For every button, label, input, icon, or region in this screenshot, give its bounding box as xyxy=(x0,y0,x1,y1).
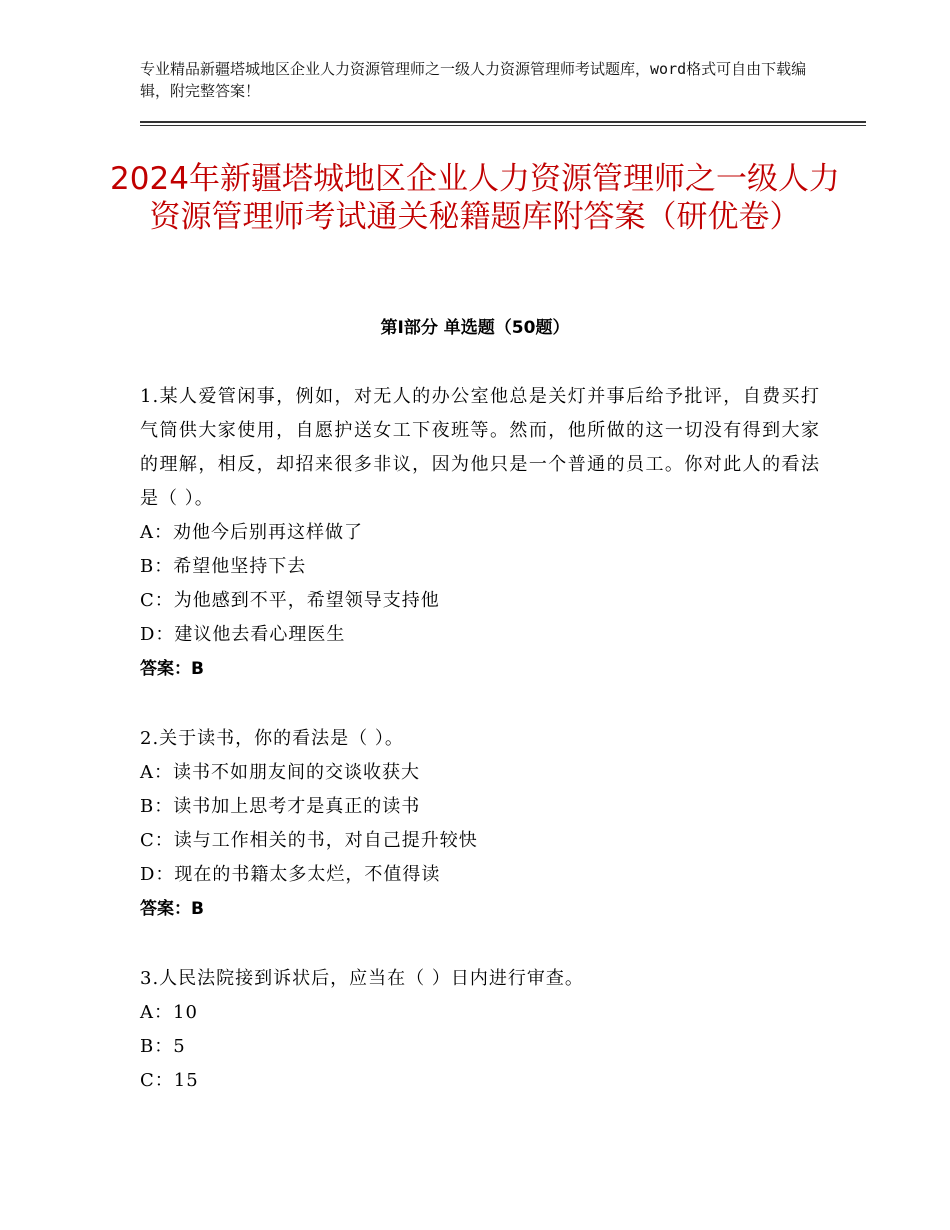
option-a: A：10 xyxy=(140,1002,198,1023)
answer-label: 答案：B xyxy=(140,899,204,919)
header-divider-thin xyxy=(140,125,866,126)
header-divider xyxy=(140,121,866,127)
option-a: A：读书不如朋友间的交谈收获大 xyxy=(140,762,420,783)
question-stem: 3.人民法院接到诉状后，应当在（ ）日内进行审查。 xyxy=(140,968,584,989)
option-c: C：读与工作相关的书，对自己提升较快 xyxy=(140,830,478,851)
header-note: 专业精品新疆塔城地区企业人力资源管理师之一级人力资源管理师考试题库，word格式可自由下载编辑，附完整答案！ xyxy=(140,60,807,100)
answer-label: 答案：B xyxy=(140,659,204,679)
option-c: C：为他感到不平，希望领导支持他 xyxy=(140,590,440,611)
option-a: A：劝他今后别再这样做了 xyxy=(140,522,363,543)
section-title: 第Ⅰ部分 单选题（50题） xyxy=(380,318,570,338)
option-d: D：建议他去看心理医生 xyxy=(140,624,346,645)
question-list xyxy=(140,380,820,1134)
option-b: B：5 xyxy=(140,1036,186,1057)
question-1 xyxy=(140,380,820,686)
document-title: 2024年新疆塔城地区企业人力资源管理师之一级人力资源管理师考试通关秘籍题库附答案（研优卷） xyxy=(110,161,840,235)
option-b: B：希望他坚持下去 xyxy=(140,556,307,577)
option-b: B：读书加上思考才是真正的读书 xyxy=(140,796,421,817)
option-c: C：15 xyxy=(140,1070,199,1091)
question-stem: 2.关于读书，你的看法是（ ）。 xyxy=(140,728,404,749)
question-stem: 1.某人爱管闲事，例如，对无人的办公室他总是关灯并事后给予批评，自费买打气筒供大家使用，自愿护送女工下夜班等。然而，他所做的这一切没有得到大家的理解，相反，却招来很多非议，因为他只是一个普通的员工。你对此人的看法是（ ）。 xyxy=(140,386,820,509)
option-d: D：现在的书籍太多太烂，不值得读 xyxy=(140,864,441,885)
question-2 xyxy=(140,722,820,926)
question-3 xyxy=(140,962,820,1098)
header-divider-thick xyxy=(140,121,866,123)
